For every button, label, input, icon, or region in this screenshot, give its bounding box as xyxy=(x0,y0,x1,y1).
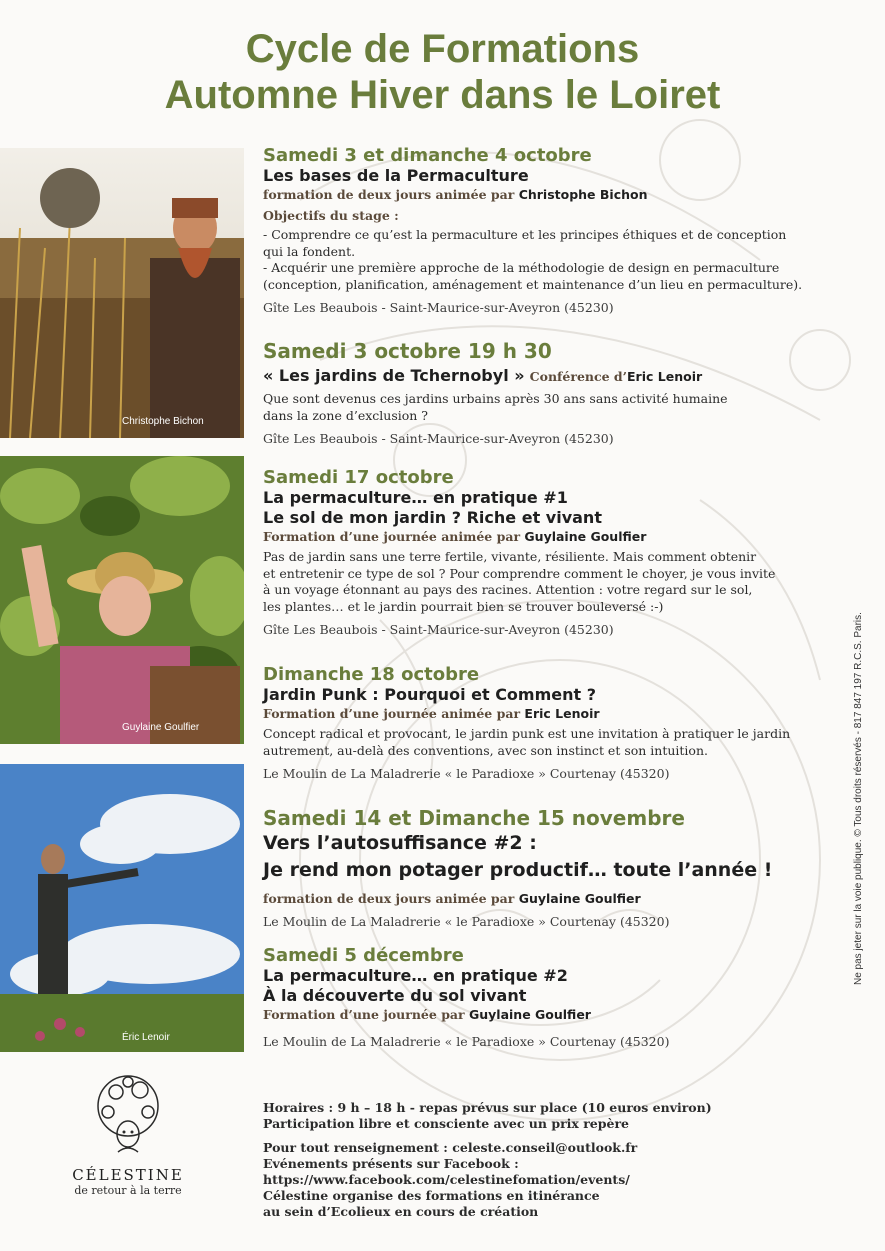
description-line: (conception, planification, aménagement et maintenance d’un lieu en permaculture). xyxy=(263,276,803,292)
photo-eric-lenoir xyxy=(0,764,244,1052)
event-block xyxy=(263,339,843,447)
contact-line: Pour tout renseignement : celeste.conseil@outlook.fr xyxy=(263,1140,638,1155)
about-line: Célestine organise des formations en itinérance xyxy=(263,1188,600,1203)
event-date: Dimanche 18 octobre xyxy=(263,664,480,685)
trainer-name: Guylaine Goulfier xyxy=(518,891,641,906)
event-byline xyxy=(263,705,843,722)
description-line: autrement, au-delà des conventions, avec son instinct et son intuition. xyxy=(263,742,708,758)
description-line: - Acquérir une première approche de la méthodologie de design en permaculture xyxy=(263,260,780,275)
description-line: Que sont devenus ces jardins urbains après 30 ans sans activité humaine xyxy=(263,391,728,406)
description-line: et entretenir ce type de sol ? Pour comprendre comment le choyer, je vous invite xyxy=(263,565,776,581)
event-date: Samedi 14 et Dimanche 15 novembre xyxy=(263,806,685,830)
description-line: Concept radical et provocant, le jardin punk est une invitation à pratiquer le jardin xyxy=(263,726,791,741)
byline-prefix: formation de deux jours animée par xyxy=(263,187,515,202)
event-description xyxy=(263,549,843,615)
event-title-line: La permaculture… en pratique #2 xyxy=(263,966,568,985)
trainer-name: Guylaine Goulfier xyxy=(524,529,647,544)
description-line: à un voyage étonnant au pays des racines. Attention : votre regard sur le sol, xyxy=(263,582,753,597)
event-block xyxy=(263,665,843,782)
event-byline xyxy=(263,186,843,203)
event-description xyxy=(263,227,843,293)
event-location: Gîte Les Beaubois - Saint-Maurice-sur-Aveyron (45230) xyxy=(263,622,614,637)
event-byline xyxy=(263,890,843,907)
event-byline xyxy=(263,1006,843,1023)
title-line-2: Automne Hiver dans le Loiret xyxy=(164,73,721,117)
event-title-row xyxy=(263,366,843,385)
event-location: Le Moulin de La Maladrerie « le Paradioxe » Courtenay (45320) xyxy=(263,766,670,781)
title-line-1: Cycle de Formations xyxy=(245,27,640,71)
event-title-line: Vers l’autosuffisance #2 : xyxy=(263,832,537,854)
byline-prefix: Formation d’une journée par xyxy=(263,1007,465,1022)
trainer-name: Eric Lenoir xyxy=(524,706,600,721)
event-block xyxy=(263,946,843,1050)
facebook-label: Evénements présents sur Facebook : xyxy=(263,1156,519,1171)
page-title xyxy=(0,26,885,118)
about-line: au sein d’Ecolieux en cours de création xyxy=(263,1204,539,1219)
photo-guylaine-goulfier xyxy=(0,456,244,744)
event-byline xyxy=(263,528,843,545)
trainer-name: Christophe Bichon xyxy=(518,187,648,202)
photo-caption: Éric Lenoir xyxy=(122,1032,170,1043)
facebook-link[interactable]: https://www.facebook.com/celestinefomation/events/ xyxy=(263,1172,630,1187)
trainer-name: Eric Lenoir xyxy=(627,369,703,384)
event-date: Samedi 17 octobre xyxy=(263,467,454,488)
event-title: « Les jardins de Tchernobyl » xyxy=(263,366,525,385)
logo-name: CÉLESTINE xyxy=(72,1166,184,1184)
description-line: qui la fondent. xyxy=(263,243,356,259)
event-date: Samedi 5 décembre xyxy=(263,945,464,966)
event-description xyxy=(263,391,843,424)
event-title: Les bases de la Permaculture xyxy=(263,166,529,185)
objectives-label: Objectifs du stage : xyxy=(263,208,399,223)
description-line: Pas de jardin sans une terre fertile, vivante, résiliente. Mais comment obtenir xyxy=(263,549,757,564)
trainer-name: Guylaine Goulfier xyxy=(468,1007,591,1022)
description-line: les plantes… et le jardin pourrait bien se trouver bouleversé :-) xyxy=(263,598,664,614)
photo-caption: Christophe Bichon xyxy=(122,416,204,427)
event-title: Jardin Punk : Pourquoi et Comment ? xyxy=(263,685,597,704)
footer-info xyxy=(263,1100,823,1220)
event-location: Gîte Les Beaubois - Saint-Maurice-sur-Aveyron (45230) xyxy=(263,431,614,446)
byline-prefix: formation de deux jours animée par xyxy=(263,891,515,906)
event-title-line: Je rend mon potager productif… toute l’année ! xyxy=(263,859,773,881)
schedule-line: Horaires : 9 h – 18 h - repas prévus sur place (10 euros environ) xyxy=(263,1100,712,1115)
event-date: Samedi 3 et dimanche 4 octobre xyxy=(263,145,592,166)
celestine-head-logo-icon xyxy=(88,1068,168,1160)
byline-prefix: Formation d’une journée animée par xyxy=(263,529,521,544)
description-line: dans la zone d’exclusion ? xyxy=(263,407,428,423)
event-title-line: La permaculture… en pratique #1 xyxy=(263,488,568,507)
event-date: Samedi 3 octobre 19 h 30 xyxy=(263,339,552,363)
event-block xyxy=(263,806,843,930)
byline-prefix: Conférence d’ xyxy=(529,369,628,384)
celestine-logo xyxy=(62,1068,194,1197)
photo-christophe-bichon xyxy=(0,148,244,438)
event-title-line: Le sol de mon jardin ? Riche et vivant xyxy=(263,508,602,527)
event-location: Le Moulin de La Maladrerie « le Paradioxe » Courtenay (45320) xyxy=(263,914,670,929)
event-block xyxy=(263,468,843,638)
event-location: Le Moulin de La Maladrerie « le Paradioxe » Courtenay (45320) xyxy=(263,1034,670,1049)
event-description xyxy=(263,726,843,759)
description-line: - Comprendre ce qu’est la permaculture et les principes éthiques et de conception xyxy=(263,227,787,242)
event-block xyxy=(263,146,843,316)
event-title-line: À la découverte du sol vivant xyxy=(263,986,527,1005)
photo-caption: Guylaine Goulfier xyxy=(122,722,200,733)
event-location: Gîte Les Beaubois - Saint-Maurice-sur-Aveyron (45230) xyxy=(263,300,614,315)
byline-prefix: Formation d’une journée animée par xyxy=(263,706,521,721)
legal-note: Ne pas jeter sur la voie publique. © Tous droits réservés - 817 847 197 R.C.S. Paris. xyxy=(853,612,864,985)
logo-tagline: de retour à la terre xyxy=(74,1184,182,1197)
pricing-line: Participation libre et consciente avec un prix repère xyxy=(263,1116,629,1131)
